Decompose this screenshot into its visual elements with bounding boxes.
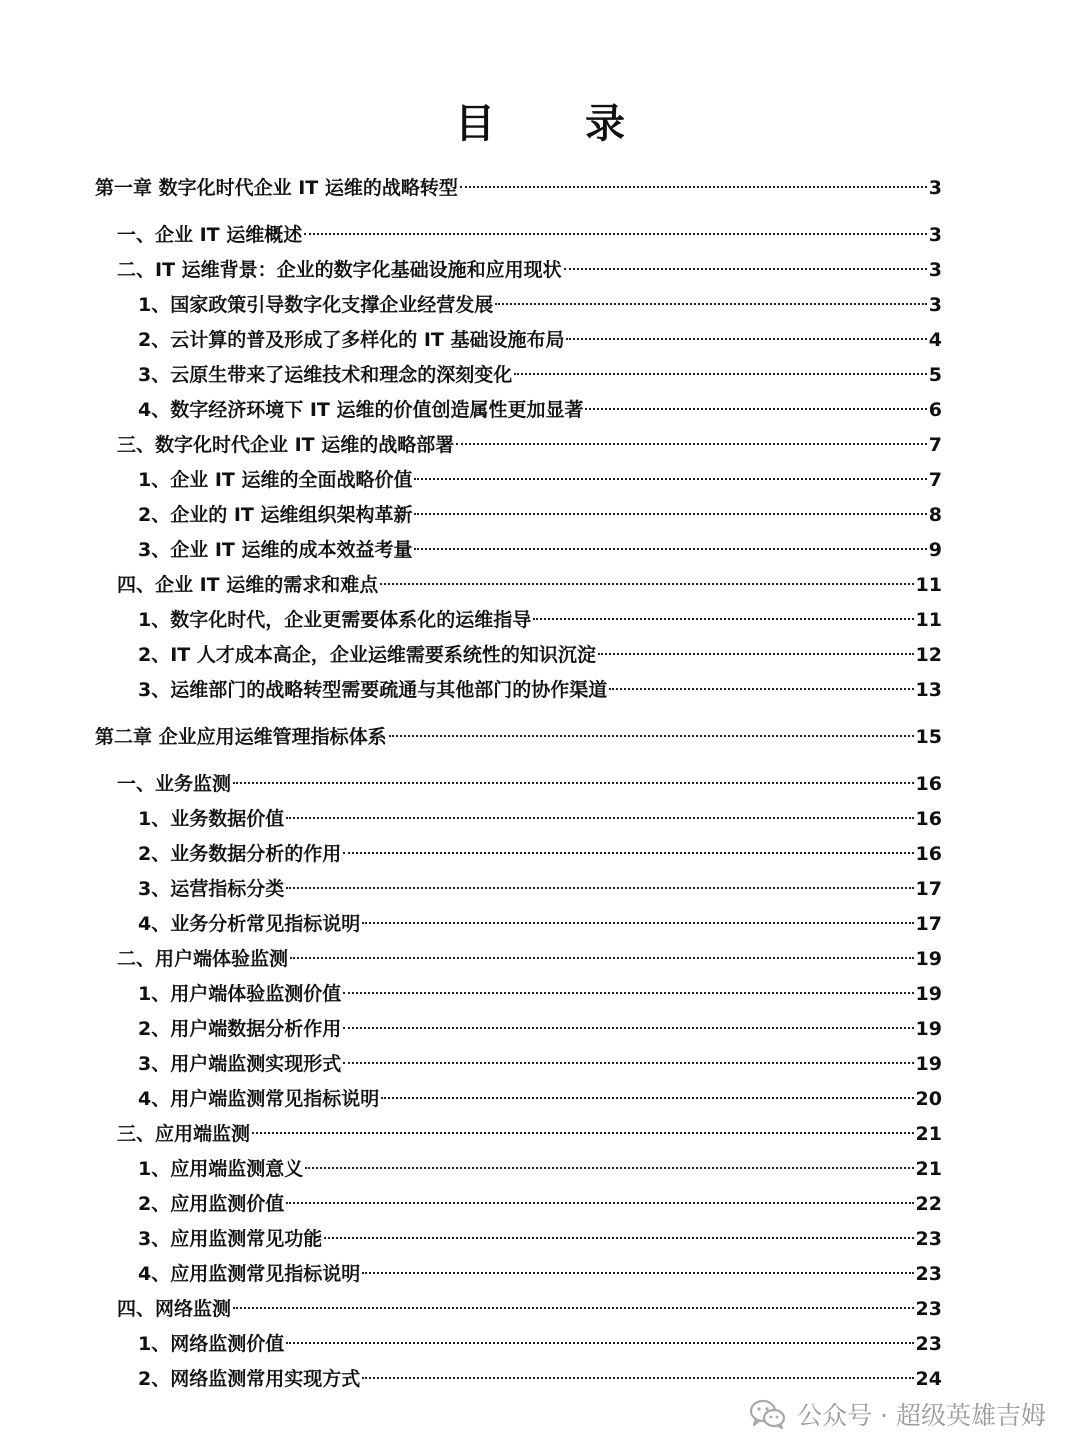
toc-entry-label: 三、应用端监测 — [117, 1123, 251, 1145]
toc-subsection-entry[interactable] — [138, 1084, 942, 1114]
toc-leader-dots — [585, 408, 926, 410]
toc-page-number: 3 — [928, 224, 942, 246]
toc-subsection-entry[interactable] — [138, 290, 942, 320]
toc-entry-label: 4、业务分析常见指标说明 — [138, 913, 361, 935]
toc-page-number: 16 — [915, 843, 942, 865]
toc-page-number: 3 — [928, 294, 942, 316]
toc-page-number: 5 — [928, 364, 942, 386]
toc-subsection-entry[interactable] — [138, 1329, 942, 1359]
toc-page-number: 17 — [915, 878, 942, 900]
toc-section-entry[interactable] — [117, 220, 942, 250]
toc-entry-label: 一、企业 IT 运维概述 — [117, 224, 303, 246]
toc-entry-label: 1、数字化时代，企业更需要体系化的运维指导 — [138, 609, 532, 631]
toc-leader-dots — [414, 548, 926, 550]
toc-subsection-entry[interactable] — [138, 1154, 942, 1184]
toc-leader-dots — [305, 1167, 913, 1169]
toc-entry-label: 3、企业 IT 运维的成本效益考量 — [138, 539, 413, 561]
toc-page-number: 23 — [915, 1263, 942, 1285]
toc-leader-dots — [380, 583, 913, 585]
toc-leader-dots — [362, 922, 913, 924]
toc-leader-dots — [414, 513, 926, 515]
toc-subsection-entry[interactable] — [138, 1364, 942, 1394]
toc-page-number: 12 — [915, 644, 942, 666]
toc-entry-label: 1、业务数据价值 — [138, 808, 285, 830]
toc-entry-label: 3、用户端监测实现形式 — [138, 1053, 342, 1075]
toc-subsection-entry[interactable] — [138, 675, 942, 705]
toc-page-number: 4 — [928, 329, 942, 351]
toc-page-number: 16 — [915, 773, 942, 795]
toc-page-number: 23 — [915, 1298, 942, 1320]
toc-page-number: 22 — [915, 1193, 942, 1215]
toc-leader-dots — [304, 233, 927, 235]
toc-page-number: 9 — [928, 539, 942, 561]
toc-page-number: 23 — [915, 1228, 942, 1250]
toc-page-number: 24 — [915, 1368, 942, 1390]
page-title: 目 录 — [455, 101, 663, 147]
toc-page-number: 21 — [915, 1158, 942, 1180]
toc-entry-label: 1、用户端体验监测价值 — [138, 983, 342, 1005]
toc-leader-dots — [233, 782, 914, 784]
toc-page-number: 21 — [915, 1123, 942, 1145]
toc-entry-label: 1、应用端监测意义 — [138, 1158, 304, 1180]
toc-leader-dots — [362, 1272, 913, 1274]
toc-subsection-entry[interactable] — [138, 535, 942, 565]
watermark — [749, 1394, 1046, 1434]
toc-subsection-entry[interactable] — [138, 1189, 942, 1219]
toc-page-number: 11 — [915, 609, 942, 631]
toc-entry-label: 2、业务数据分析的作用 — [138, 843, 342, 865]
toc-section-entry[interactable] — [117, 1119, 942, 1149]
toc-leader-dots — [286, 1202, 913, 1204]
toc-subsection-entry[interactable] — [138, 1014, 942, 1044]
toc-subsection-entry[interactable] — [138, 640, 942, 670]
toc-leader-dots — [389, 735, 914, 737]
toc-page-number: 13 — [915, 679, 942, 701]
toc-page-number: 3 — [928, 177, 942, 199]
toc-leader-dots — [460, 186, 927, 188]
toc-subsection-entry[interactable] — [138, 325, 942, 355]
toc-page-number: 8 — [928, 504, 942, 526]
toc-page-number: 19 — [915, 948, 942, 970]
toc-leader-dots — [286, 817, 913, 819]
toc-page-number: 7 — [928, 434, 942, 456]
toc-subsection-entry[interactable] — [138, 804, 942, 834]
toc-entry-label: 2、应用监测价值 — [138, 1193, 285, 1215]
toc-leader-dots — [233, 1307, 914, 1309]
toc-leader-dots — [343, 852, 913, 854]
toc-entry-label: 四、企业 IT 运维的需求和难点 — [117, 574, 379, 596]
toc-subsection-entry[interactable] — [138, 979, 942, 1009]
toc-subsection-entry[interactable] — [138, 605, 942, 635]
toc-entry-label: 四、网络监测 — [117, 1298, 232, 1320]
toc-page-number: 19 — [915, 1053, 942, 1075]
toc-leader-dots — [514, 373, 927, 375]
toc-leader-dots — [362, 1377, 913, 1379]
toc-entry-label: 2、网络监测常用实现方式 — [138, 1368, 361, 1390]
toc-subsection-entry[interactable] — [138, 1224, 942, 1254]
toc-page-number: 6 — [928, 399, 942, 421]
toc-leader-dots — [343, 1027, 913, 1029]
toc-leader-dots — [343, 992, 913, 994]
toc-section-entry[interactable] — [117, 255, 942, 285]
toc-leader-dots — [564, 268, 927, 270]
toc-page-number: 16 — [915, 808, 942, 830]
toc-page-number: 20 — [915, 1088, 942, 1110]
toc-entry-label: 4、应用监测常见指标说明 — [138, 1263, 361, 1285]
toc-entry-label: 2、云计算的普及形成了多样化的 IT 基础设施布局 — [138, 329, 565, 351]
toc-page-number: 17 — [915, 913, 942, 935]
toc-entry-label: 3、运维部门的战略转型需要疏通与其他部门的协作渠道 — [138, 679, 608, 701]
toc-leader-dots — [414, 478, 926, 480]
toc-leader-dots — [343, 1062, 913, 1064]
toc-subsection-entry[interactable] — [138, 1259, 942, 1289]
toc-entry-label: 4、用户端监测常见指标说明 — [138, 1088, 380, 1110]
toc-section-entry[interactable] — [117, 570, 942, 600]
toc-section-entry[interactable] — [117, 1294, 942, 1324]
toc-leader-dots — [286, 1342, 913, 1344]
toc-page-number: 19 — [915, 983, 942, 1005]
toc-entry-label: 2、IT 人才成本高企，企业运维需要系统性的知识沉淀 — [138, 644, 596, 666]
toc-entry-label: 2、企业的 IT 运维组织架构革新 — [138, 504, 413, 526]
toc-page-number: 19 — [915, 1018, 942, 1040]
toc-leader-dots — [381, 1097, 913, 1099]
toc-entry-label: 第二章 企业应用运维管理指标体系 — [95, 726, 387, 748]
toc-chapter-entry[interactable] — [95, 722, 942, 752]
toc-leader-dots — [456, 443, 927, 445]
toc-entry-label: 1、网络监测价值 — [138, 1333, 285, 1355]
toc-subsection-entry[interactable] — [138, 360, 942, 390]
toc-entry-label: 3、运营指标分类 — [138, 878, 285, 900]
toc-leader-dots — [566, 338, 926, 340]
toc-subsection-entry[interactable] — [138, 1049, 942, 1079]
toc-entry-label: 第一章 数字化时代企业 IT 运维的战略转型 — [95, 177, 458, 199]
toc-entry-label: 一、业务监测 — [117, 773, 232, 795]
toc-section-entry[interactable] — [117, 430, 942, 460]
wechat-icon — [749, 1398, 787, 1430]
toc-leader-dots — [286, 887, 913, 889]
toc-subsection-entry[interactable] — [138, 839, 942, 869]
toc-page-number: 23 — [915, 1333, 942, 1355]
toc-subsection-entry[interactable] — [138, 500, 942, 530]
toc-page-number: 15 — [915, 726, 942, 748]
toc-subsection-entry[interactable] — [138, 465, 942, 495]
toc-page-number: 11 — [915, 574, 942, 596]
toc-leader-dots — [252, 1132, 914, 1134]
toc-subsection-entry[interactable] — [138, 909, 942, 939]
toc-entry-label: 3、云原生带来了运维技术和理念的深刻变化 — [138, 364, 513, 386]
toc-page-number: 3 — [928, 259, 942, 281]
toc-leader-dots — [609, 688, 913, 690]
toc-leader-dots — [290, 957, 914, 959]
toc-entry-label: 1、国家政策引导数字化支撑企业经营发展 — [138, 294, 494, 316]
toc-chapter-entry[interactable] — [95, 173, 942, 203]
toc-entry-label: 3、应用监测常见功能 — [138, 1228, 323, 1250]
toc-section-entry[interactable] — [117, 769, 942, 799]
toc-leader-dots — [598, 653, 914, 655]
toc-subsection-entry[interactable] — [138, 874, 942, 904]
toc-page-number: 7 — [928, 469, 942, 491]
toc-entry-label: 4、数字经济环境下 IT 运维的价值创造属性更加显著 — [138, 399, 584, 421]
toc-leader-dots — [324, 1237, 913, 1239]
toc-entry-label: 二、用户端体验监测 — [117, 948, 289, 970]
toc-entry-label: 1、企业 IT 运维的全面战略价值 — [138, 469, 413, 491]
toc-entry-label: 二、IT 运维背景：企业的数字化基础设施和应用现状 — [117, 259, 562, 281]
toc-entry-label: 三、数字化时代企业 IT 运维的战略部署 — [117, 434, 455, 456]
toc-leader-dots — [533, 618, 913, 620]
toc-entry-label: 2、用户端数据分析作用 — [138, 1018, 342, 1040]
toc-leader-dots — [495, 303, 927, 305]
toc-section-entry[interactable] — [117, 944, 942, 974]
watermark-text: 公众号 · 超级英雄吉姆 — [797, 1401, 1046, 1430]
toc-subsection-entry[interactable] — [138, 395, 942, 425]
